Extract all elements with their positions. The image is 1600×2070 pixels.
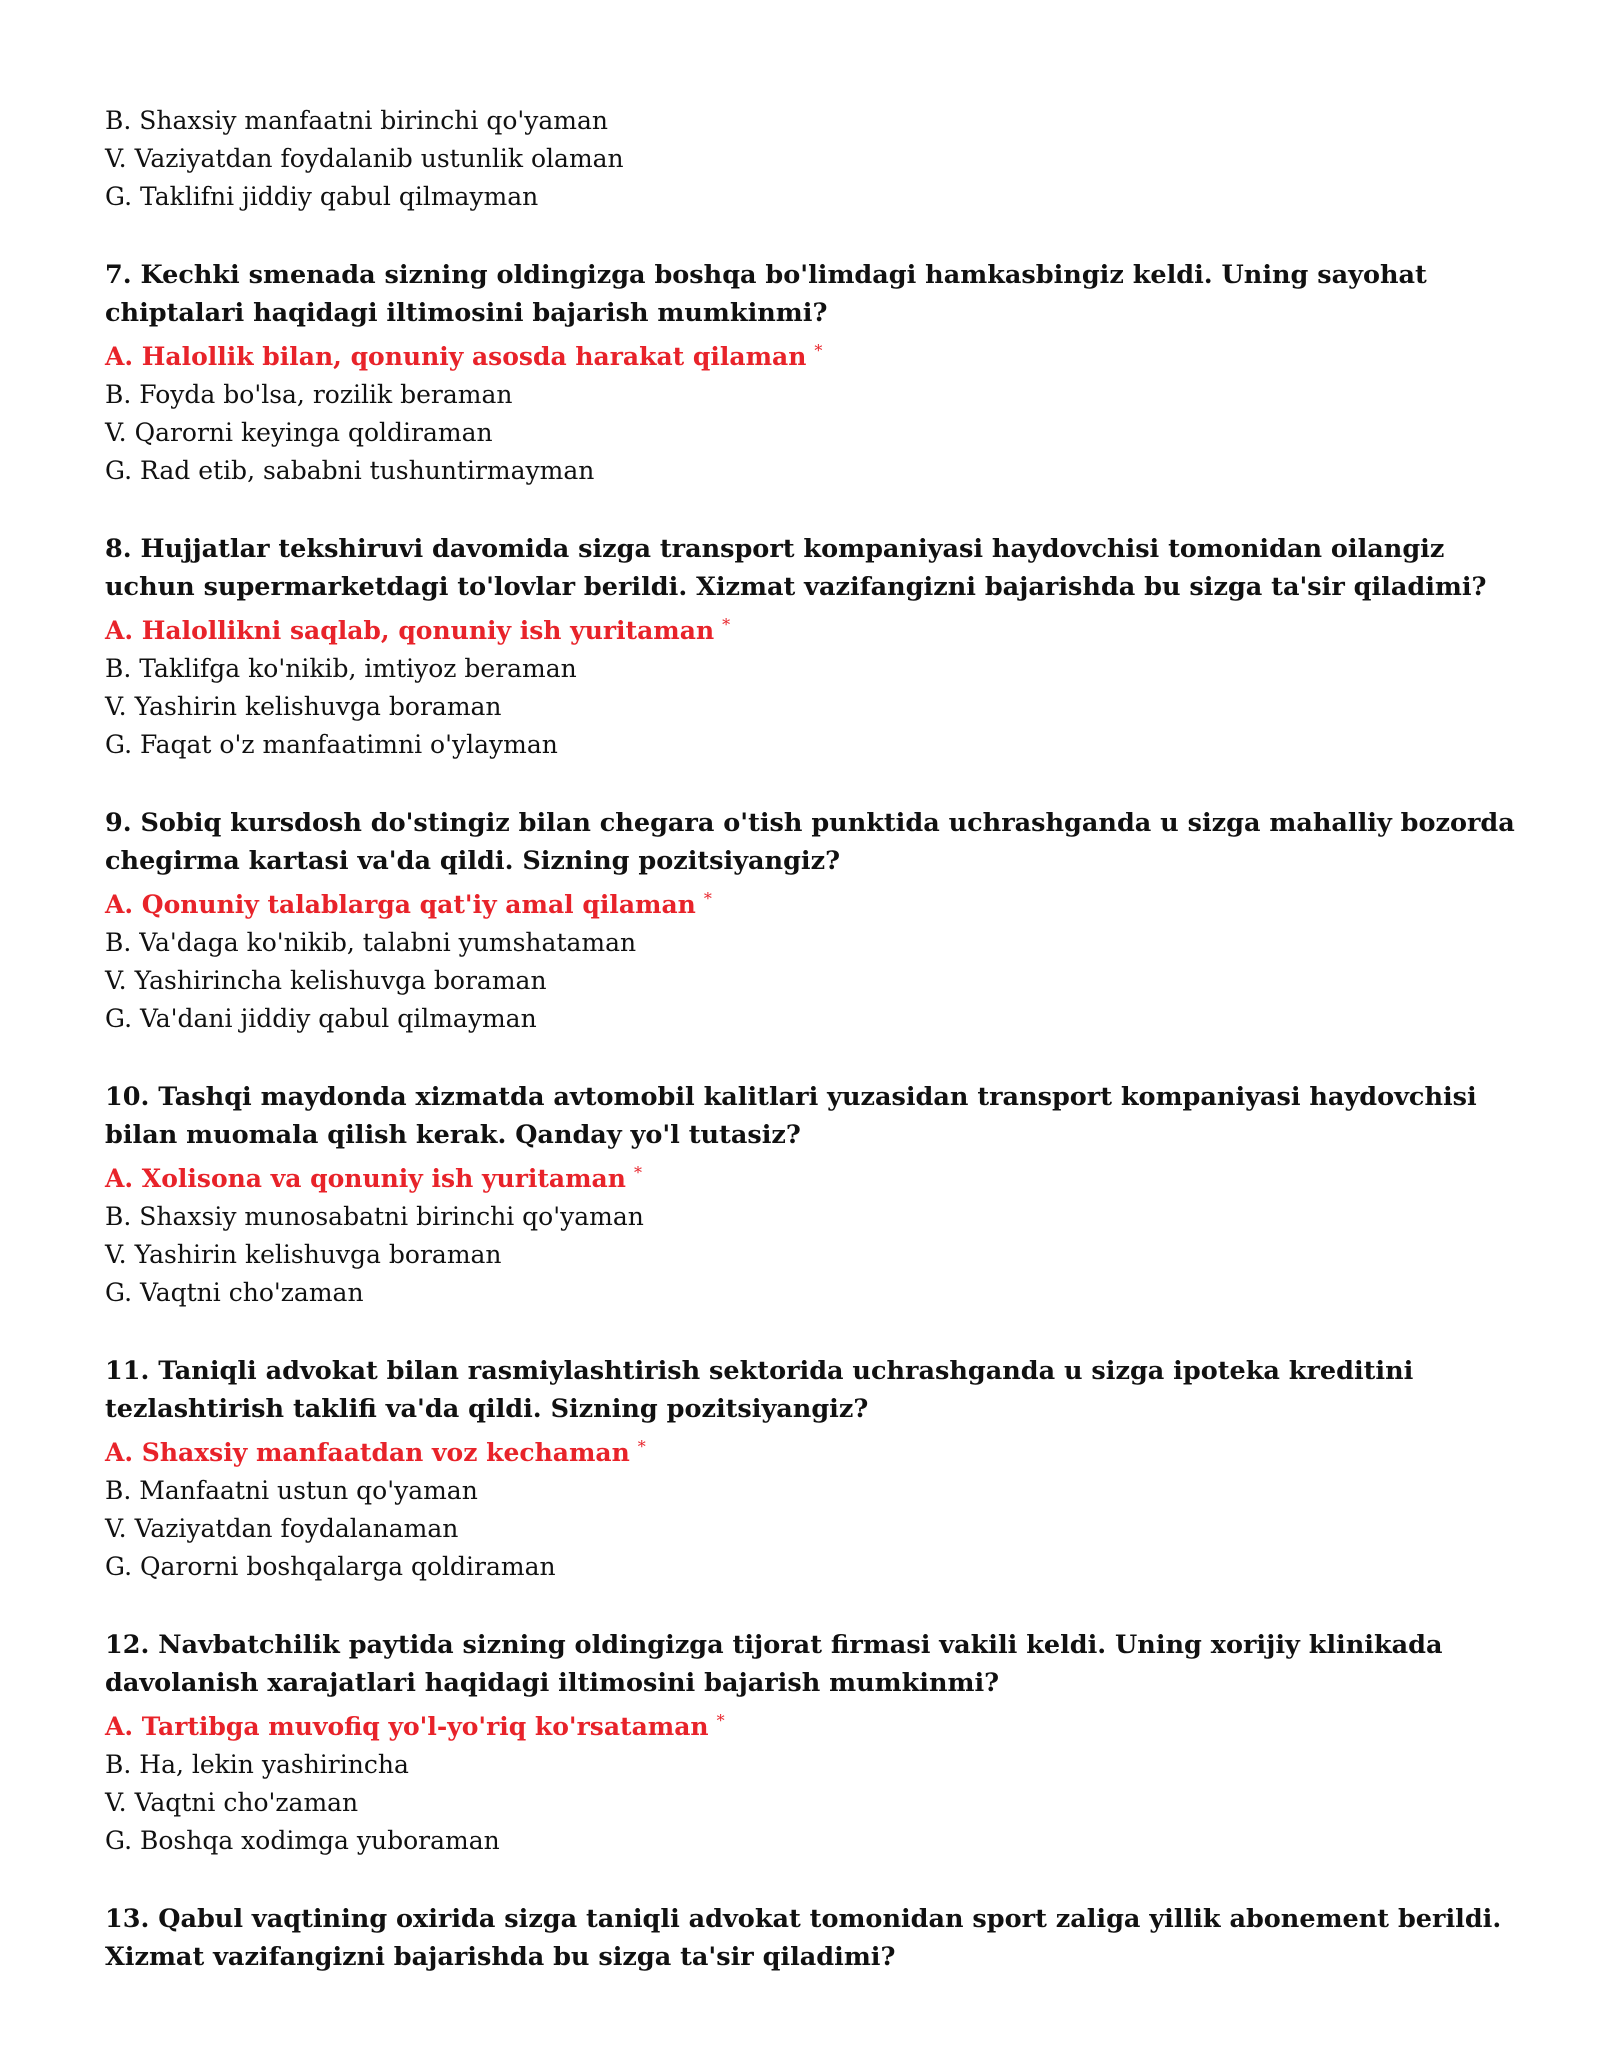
option-g: G. Faqat o'z manfaatimni o'ylayman bbox=[105, 730, 558, 759]
question-block-7 bbox=[105, 256, 1525, 490]
option-g: G. Va'dani jiddiy qabul qilmayman bbox=[105, 1004, 537, 1033]
option-v: V. Vaziyatdan foydalanib ustunlik olaman bbox=[105, 144, 624, 173]
correct-answer-text: A. Halollikni saqlab, qonuniy ish yuritaman bbox=[105, 616, 715, 645]
correct-answer bbox=[105, 1154, 1525, 1198]
option-b: B. Shaxsiy munosabatni birinchi qo'yaman bbox=[105, 1202, 644, 1231]
correct-mark: * bbox=[703, 889, 712, 908]
option-b: B. Taklifga ko'nikib, imtiyoz beraman bbox=[105, 654, 577, 683]
correct-answer-text: A. Halollik bilan, qonuniy asosda harakat qilaman bbox=[105, 342, 807, 371]
option-v: V. Yashirin kelishuvga boraman bbox=[105, 1240, 502, 1269]
question-text: 12. Navbatchilik paytida sizning oldingizga tijorat firmasi vakili keldi. Uning xorijiy klinikada davolanish xarajatlari haqidagi iltimosini bajarish mumkinmi? bbox=[105, 1630, 1443, 1698]
option-v: V. Yashirin kelishuvga boraman bbox=[105, 692, 502, 721]
option-g: G. Qarorni boshqalarga qoldiraman bbox=[105, 1552, 556, 1581]
option-v: V. Qarorni keyinga qoldiraman bbox=[105, 418, 493, 447]
option-b: B. Shaxsiy manfaatni birinchi qo'yaman bbox=[105, 106, 609, 135]
option-b: B. Ha, lekin yashirincha bbox=[105, 1750, 409, 1779]
question-text: 11. Taniqli advokat bilan rasmiylashtirish sektorida uchrashganda u sizga ipoteka kreditini tezlashtirish taklifi va'da qildi. Sizning pozitsiyangiz? bbox=[105, 1356, 1414, 1424]
option-b: B. Manfaatni ustun qo'yaman bbox=[105, 1476, 478, 1505]
correct-answer bbox=[105, 1428, 1525, 1472]
correct-answer bbox=[105, 332, 1525, 376]
correct-answer-text: A. Qonuniy talablarga qat'iy amal qilaman bbox=[105, 890, 696, 919]
correct-mark: * bbox=[814, 341, 823, 360]
correct-mark: * bbox=[716, 1711, 725, 1730]
option-v: V. Vaziyatdan foydalanaman bbox=[105, 1514, 459, 1543]
correct-answer-text: A. Tartibga muvofiq yo'l-yo'riq ko'rsataman bbox=[105, 1712, 709, 1741]
correct-answer bbox=[105, 606, 1525, 650]
correct-mark: * bbox=[633, 1163, 642, 1182]
question-text: 9. Sobiq kursdosh do'stingiz bilan chegara o'tish punktida uchrashganda u sizga mahalliy bozorda chegirma kartasi va'da qildi. Sizning pozitsiyangiz? bbox=[105, 808, 1515, 876]
question-text: 10. Tashqi maydonda xizmatda avtomobil kalitlari yuzasidan transport kompaniyasi haydovchisi bilan muomala qilish kerak. Qanday yo'l tutasiz? bbox=[105, 1082, 1477, 1150]
question-block-10 bbox=[105, 1078, 1525, 1312]
option-v: V. Vaqtni cho'zaman bbox=[105, 1788, 359, 1817]
option-g: G. Vaqtni cho'zaman bbox=[105, 1278, 364, 1307]
question-text: 7. Kechki smenada sizning oldingizga boshqa bo'limdagi hamkasbingiz keldi. Uning sayohat chiptalari haqidagi iltimosini bajarish mumkinmi? bbox=[105, 260, 1427, 328]
option-g: G. Rad etib, sababni tushuntirmayman bbox=[105, 456, 595, 485]
option-g: G. Boshqa xodimga yuboraman bbox=[105, 1826, 500, 1855]
correct-mark: * bbox=[637, 1437, 646, 1456]
question-block-11 bbox=[105, 1352, 1525, 1586]
quiz-content bbox=[105, 102, 1525, 1976]
question-text: 8. Hujjatlar tekshiruvi davomida sizga transport kompaniyasi haydovchisi tomonidan oilangiz uchun supermarketdagi to'lovlar berildi. Xizmat vazifangizni bajarishda bu sizga ta'sir qiladimi? bbox=[105, 534, 1487, 602]
option-b: B. Foyda bo'lsa, rozilik beraman bbox=[105, 380, 513, 409]
question-block-9 bbox=[105, 804, 1525, 1038]
question-text: 13. Qabul vaqtining oxirida sizga taniqli advokat tomonidan sport zaliga yillik abonement berildi. Xizmat vazifangizni bajarishda bu sizga ta'sir qiladimi? bbox=[105, 1904, 1502, 1972]
continued-options bbox=[105, 102, 1525, 216]
option-b: B. Va'daga ko'nikib, talabni yumshataman bbox=[105, 928, 637, 957]
option-v: V. Yashirincha kelishuvga boraman bbox=[105, 966, 547, 995]
correct-answer-text: A. Shaxsiy manfaatdan voz kechaman bbox=[105, 1438, 630, 1467]
correct-answer bbox=[105, 880, 1525, 924]
question-block-12 bbox=[105, 1626, 1525, 1860]
question-block-13 bbox=[105, 1900, 1525, 1976]
option-g: G. Taklifni jiddiy qabul qilmayman bbox=[105, 182, 539, 211]
correct-mark: * bbox=[722, 615, 731, 634]
correct-answer-text: A. Xolisona va qonuniy ish yuritaman bbox=[105, 1164, 626, 1193]
question-block-8 bbox=[105, 530, 1525, 764]
correct-answer bbox=[105, 1702, 1525, 1746]
